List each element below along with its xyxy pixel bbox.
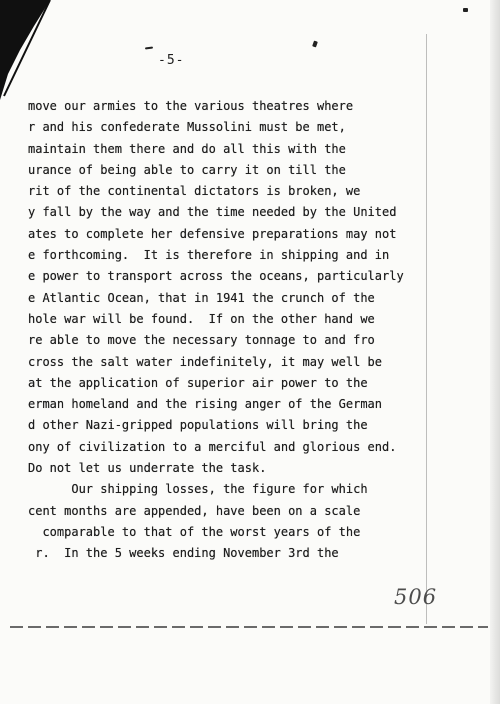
right-margin-rule	[426, 34, 427, 624]
text-line: move our armies to the various theatres where	[28, 99, 354, 113]
text-line: Do not let us underrate the task.	[28, 461, 267, 476]
text-line: e Atlantic Ocean, that in 1941 the crunch of the	[28, 290, 375, 305]
text-line: maintain them there and do all this with the	[28, 141, 346, 156]
body-text	[28, 96, 423, 565]
ink-speck	[312, 40, 318, 47]
text-line: ates to complete her defensive preparations may not	[28, 226, 397, 241]
text-line: cross the salt water indefinitely, it may well be	[28, 354, 383, 369]
text-line: comparable to that of the worst years of the	[28, 524, 361, 539]
text-line: y fall by the way and the time needed by the United	[28, 205, 397, 220]
page-number: -5-	[158, 53, 185, 68]
text-line: re able to move the necessary tonnage to and fro	[28, 333, 375, 348]
ink-speck	[145, 46, 153, 49]
bottom-dashed-rule	[10, 624, 488, 630]
handwritten-page-number: 506	[394, 585, 438, 609]
ink-speck	[463, 8, 468, 12]
text-line: hole war will be found. If on the other hand we	[28, 311, 375, 326]
text-line: d other Nazi-gripped populations will bring the	[28, 418, 368, 433]
text-line: urance of being able to carry it on till the	[28, 162, 346, 177]
text-line: erman homeland and the rising anger of the German	[28, 397, 383, 412]
text-line: e power to transport across the oceans, particularly	[28, 269, 404, 284]
text-line: Our shipping losses, the figure for which	[28, 482, 368, 497]
text-line: at the application of superior air power to the	[28, 375, 368, 390]
text-line: rit of the continental dictators is broken, we	[28, 184, 361, 199]
page-edge-shadow	[490, 0, 500, 704]
corner-fold-mark	[0, 0, 58, 110]
text-line: ony of civilization to a merciful and glorious end.	[28, 439, 397, 454]
text-line: r. In the 5 weeks ending November 3rd the	[28, 546, 339, 561]
text-line: r and his confederate Mussolini must be met,	[28, 120, 346, 135]
text-line: e forthcoming. It is therefore in shipping and in	[28, 248, 390, 263]
text-line: cent months are appended, have been on a scale	[28, 503, 361, 518]
